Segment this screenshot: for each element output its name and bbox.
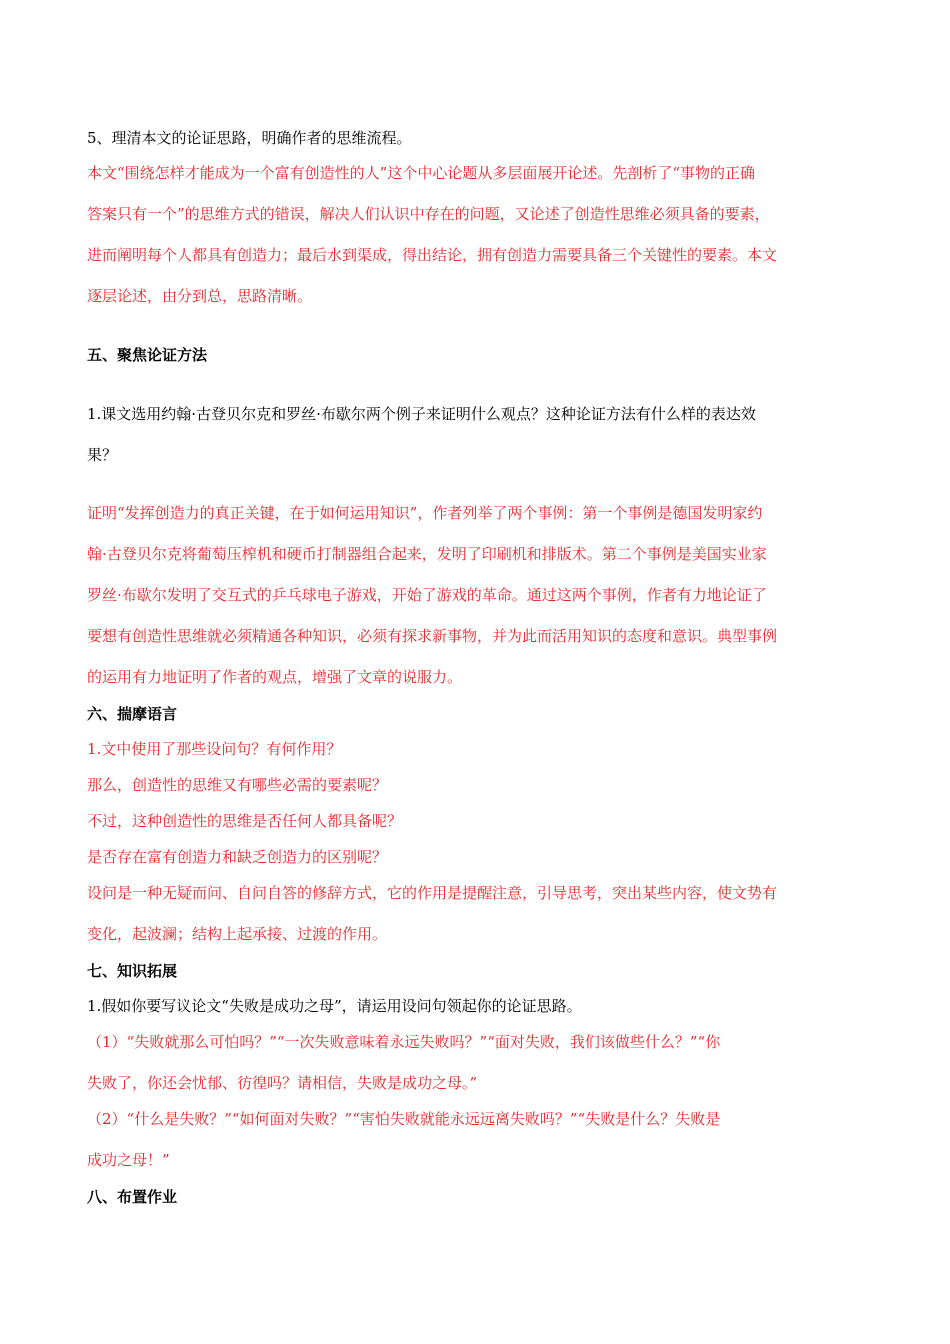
section-6-example-1: 那么，创造性的思维又有哪些必需的要素呢？ bbox=[87, 776, 388, 794]
section-5-answer-line-5: 的运用有力地证明了作者的观点，增强了文章的说服力。 bbox=[87, 668, 463, 686]
section-7-answer-1-line-2: 失败了，你还会忧郁、彷徨吗？请相信，失败是成功之母。” bbox=[87, 1074, 478, 1092]
section-5-answer-line-4: 要想有创造性思维就必须精通各种知识，必须有探求新事物，并为此而活用知识的态度和意识。典型事例 bbox=[87, 627, 778, 645]
section-heading-7: 七、知识拓展 bbox=[87, 962, 178, 980]
section-5-question-1-line-2: 果？ bbox=[87, 446, 118, 464]
section-5-question-1-line-1: 1.课文选用约翰·古登贝尔克和罗丝·布歇尔两个例子来证明什么观点？这种论证方法有什么样的表达效 bbox=[87, 405, 756, 423]
section-5-answer-line-1: 证明“发挥创造力的真正关键，在于如何运用知识”，作者列举了两个事例：第一个事例是德国发明家约 bbox=[87, 504, 763, 522]
section-5-answer-line-3: 罗丝·布歇尔发明了交互式的乒乓球电子游戏，开始了游戏的革命。通过这两个事例，作者有力地论证了 bbox=[87, 586, 767, 604]
section-6-question: 1.文中使用了那些设问句？有何作用？ bbox=[87, 740, 342, 758]
section-6-answer-line-1: 设问是一种无疑而问、自问自答的修辞方式，它的作用是提醒注意，引导思考，突出某些内容，使文势有 bbox=[87, 884, 778, 902]
section-heading-6: 六、揣摩语言 bbox=[87, 705, 178, 723]
section-6-example-2: 不过，这种创造性的思维是否任何人都具备呢？ bbox=[87, 812, 403, 830]
section-7-answer-2-line-1: （2）“什么是失败？”“如何面对失败？”“害怕失败就能永远远离失败吗？”“失败是什么？失败是 bbox=[87, 1110, 721, 1128]
section-7-answer-2-line-2: 成功之母！” bbox=[87, 1151, 170, 1169]
section-7-answer-1-line-1: （1）“失败就那么可怕吗？”“一次失败意味着永远失败吗？”“面对失败，我们该做些什么？”“你 bbox=[87, 1033, 721, 1051]
answer-5-line-3: 进而阐明每个人都具有创造力；最后水到渠成，得出结论，拥有创造力需要具备三个关键性的要素。本文 bbox=[87, 246, 778, 264]
section-6-example-3: 是否存在富有创造力和缺乏创造力的区别呢？ bbox=[87, 848, 388, 866]
answer-5-line-2: 答案只有一个”的思维方式的错误，解决人们认识中存在的问题，又论述了创造性思维必须具备的要素， bbox=[87, 205, 770, 223]
section-heading-5: 五、聚焦论证方法 bbox=[87, 346, 208, 364]
answer-5-line-1: 本文“围绕怎样才能成为一个富有创造性的人”这个中心论题从多层面展开论述。先剖析了“事物的正确 bbox=[87, 164, 756, 182]
section-heading-8: 八、布置作业 bbox=[87, 1188, 178, 1206]
question-5: 5、理清本文的论证思路，明确作者的思维流程。 bbox=[87, 129, 412, 147]
section-6-answer-line-2: 变化，起波澜；结构上起承接、过渡的作用。 bbox=[87, 925, 388, 943]
section-5-answer-line-2: 翰·古登贝尔克将葡萄压榨机和硬币打制器组合起来，发明了印刷机和排版术。第二个事例是美国实业家 bbox=[87, 545, 767, 563]
section-7-question-1: 1.假如你要写议论文“失败是成功之母”，请运用设问句领起你的论证思路。 bbox=[87, 997, 582, 1015]
answer-5-line-4: 逐层论述，由分到总，思路清晰。 bbox=[87, 287, 313, 305]
